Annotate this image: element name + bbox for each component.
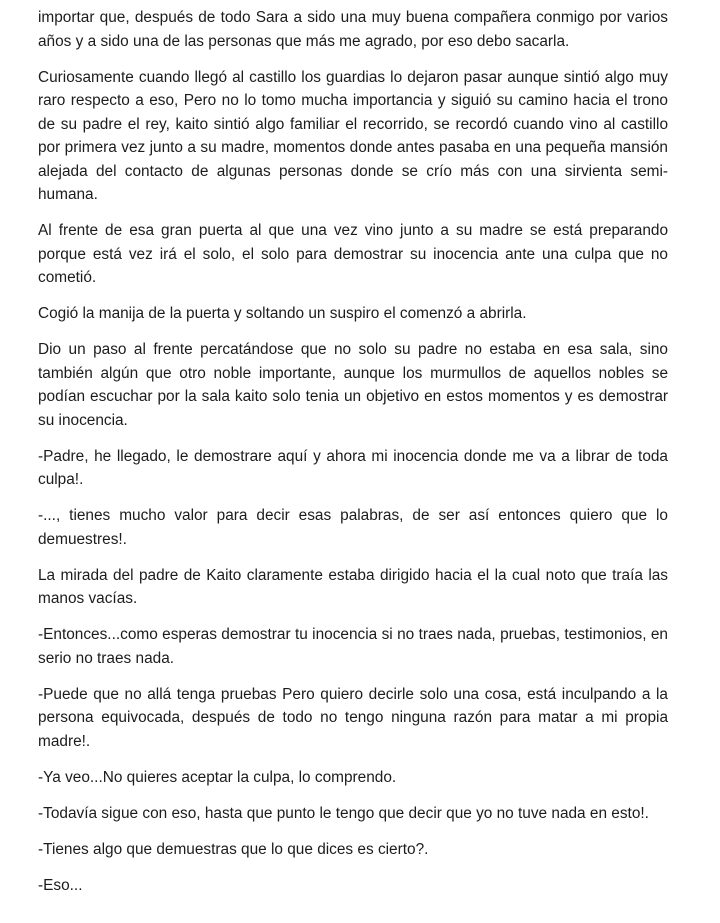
paragraph-8: La mirada del padre de Kaito claramente estaba dirigido hacia el la cual noto que traía las manos vacías. xyxy=(38,566,668,607)
paragraph-1: importar que, después de todo Sara a sido una muy buena compañera conmigo por varios años y a sido una de las personas que más me agrado, por eso debo sacarla. xyxy=(38,9,668,50)
paragraph-9: -Entonces...como esperas demostrar tu inocencia si no traes nada, pruebas, testimonios, en serio no traes nada. xyxy=(38,626,668,667)
paragraph-2: Curiosamente cuando llegó al castillo los guardias lo dejaron pasar aunque sintió algo muy raro respecto a eso, Pero no lo tomo mucha importancia y siguió su camino hacia el trono de su padre el rey, kaito sintió algo familiar el recorrido, se recordó cuando vino al castillo por primera vez junto a su madre, momentos donde antes pasaba en una pequeña mansión alejada del contacto de algunas personas donde se crío más con una sirvienta semi-humana. xyxy=(38,68,668,203)
paragraph-14: -Eso... xyxy=(38,876,83,894)
paragraph-10: -Puede que no allá tenga pruebas Pero quiero decirle solo una cosa, está inculpando a la persona equivocada, después de todo no tengo ninguna razón para matar a mi propia madre!. xyxy=(38,685,668,750)
paragraph-12: -Todavía sigue con eso, hasta que punto le tengo que decir que yo no tuve nada en esto!. xyxy=(38,804,649,822)
paragraph-6: -Padre, he llegado, le demostrare aquí y ahora mi inocencia donde me va a librar de toda culpa!. xyxy=(38,447,668,488)
document-page xyxy=(38,6,668,910)
paragraph-13: -Tienes algo que demuestras que lo que dices es cierto?. xyxy=(38,840,429,858)
paragraph-5: Dio un paso al frente percatándose que no solo su padre no estaba en esa sala, sino también algún que otro noble importante, aunque los murmullos de aquellos nobles se podían escuchar por la sala kaito solo tenia un objetivo en estos momentos y es demostrar su inocencia. xyxy=(38,341,668,429)
paragraph-11: -Ya veo...No quieres aceptar la culpa, lo comprendo. xyxy=(38,768,397,786)
paragraph-7: -..., tienes mucho valor para decir esas palabras, de ser así entonces quiero que lo demuestres!. xyxy=(38,507,668,548)
paragraph-4: Cogió la manija de la puerta y soltando un suspiro el comenzó a abrirla. xyxy=(38,305,527,322)
paragraph-3: Al frente de esa gran puerta al que una vez vino junto a su madre se está preparando porque está vez irá el solo, el solo para demostrar su inocencia ante una culpa que no cometió. xyxy=(38,222,668,286)
